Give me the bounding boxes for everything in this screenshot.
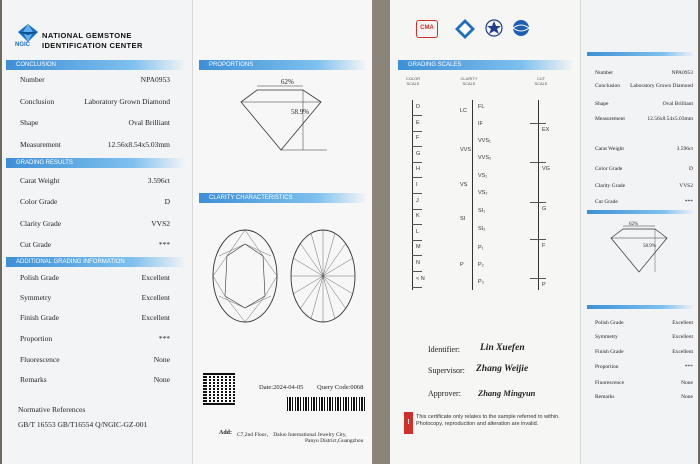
section-clarity: CLARITY CHARACTERISTICS [199,193,367,203]
ngic-logo-icon [16,22,40,44]
clarity-plot-crown-icon [211,228,279,324]
row-carat: Carat Weight 3.596ct [20,176,170,185]
supervisor-signature: Zhang Weijie [476,364,529,374]
color-tick-9 [412,255,422,256]
normative-title: Normative References [18,405,86,414]
summary-label-0: Number [595,70,614,76]
summary2-row-1 [595,334,693,340]
clarity-grade-5: VS₂ [478,190,488,196]
cut-grade-2: G [542,206,547,212]
identifier-signature: Lin Xuefen [480,343,525,353]
clarity-grade-0: FL [478,104,485,110]
clarity-grade-1: IF [478,121,483,127]
cut-tick-3 [530,239,546,240]
color-tick-2 [412,146,422,147]
notice-text: This certificate only relates to the sample referred to within. Photocopy, reproduction and alteration are invalid. [416,414,560,427]
summary-label-5: Color Grade [595,166,623,172]
color-grade-5: I [416,182,418,188]
color-grade-4: H [416,166,420,173]
row-symmetry: Symmetry Excellent [20,293,170,302]
accreditation-star-icon [484,18,504,40]
summary-depth-percent: 58.9% [643,244,656,249]
clarity-grade-7: SI₂ [478,226,486,232]
summary-label-4: Carat Weight [595,146,624,152]
certificate-summary-panel [580,0,698,464]
summary-value-0: NPA0953 [671,70,693,76]
approver-signature: Zhang Mingyun [478,388,536,398]
summary2-label-3: Proportion [595,364,619,370]
row-color: Color Grade D [20,197,170,206]
color-tick-7 [412,224,422,225]
summary2-value-5: None [681,394,693,400]
summary-label-2: Shape [595,101,609,107]
color-tick-6 [412,209,422,210]
section-conclusion: CONCLUSION [6,60,186,70]
row-cut: Cut Grade *** [20,240,170,249]
cut-grade-4: P [542,282,546,288]
summary2-value-3: *** [684,364,693,370]
clarity-grade-9: P₂ [478,262,484,268]
accreditation-globe-icon [510,18,532,40]
clarity-scale-title: CLARITY SCALE [460,76,478,86]
supervisor-label: Supervisor: [428,366,465,375]
clarity-grade-2: VVS₁ [478,138,491,144]
row-finish: Finish Grade Excellent [20,313,170,322]
clarity-group-2: VS [460,182,468,188]
color-grade-0: D [416,104,420,110]
color-scale-title: COLOR SCALE [405,76,421,86]
color-grade-3: G [416,150,421,157]
color-tick-5 [412,193,422,194]
color-grade-1: E [416,119,420,126]
query-code: Query Code:0068 [317,384,364,391]
summary-label-7: Cut Grade [595,199,618,205]
clarity-scale [472,100,473,290]
cut-grade-0: EX [542,127,550,133]
summary2-label-1: Symmetry [595,334,618,340]
summary2-row-4 [595,380,693,386]
summary-proportion-diagram [595,222,685,276]
summary-value-4: 3.596ct [676,146,693,152]
clarity-grade-6: SI₁ [478,208,486,214]
certificate-scale-panel [390,0,580,464]
issue-date: Date:2024-04-05 [259,384,304,391]
summary-value-3: 12.56x8.54x5.03mm [647,116,693,122]
summary2-value-4: None [681,380,693,386]
row-proportion: Proportion *** [20,334,170,343]
brand-line-2: IDENTIFICATION CENTER [42,41,143,50]
brand-line-1: NATIONAL GEMSTONE [42,31,132,40]
summary-band-top [587,52,695,56]
color-tick-11 [412,287,422,288]
accreditation-diamond-icon [454,18,476,40]
summary-table-percent: 62% [629,222,639,227]
proportion-diagram [217,80,347,155]
row-clarity: Clarity Grade VVS2 [20,219,170,228]
summary-row-3 [595,116,693,122]
address-label: Add: [219,430,233,436]
summary-row-4 [595,146,693,152]
clarity-group-0: LC [460,108,468,114]
summary-value-6: VVS2 [679,183,693,189]
row-measurement: Measurement 12.56x8.54x5.03mm [20,140,170,149]
color-tick-3 [412,162,422,163]
section-proportions: PROPORTIONS [199,60,367,70]
color-grade-6: J [416,197,419,204]
color-tick-10 [412,271,422,272]
color-grade-10: N [416,260,420,266]
section-grading-scales: GRADING SCALES [398,60,574,70]
barcode [287,397,365,411]
summary-band-bottom [587,305,695,309]
summary2-label-5: Remarks [595,394,615,400]
summary2-value-0: Excellent [672,320,693,326]
section-grading-results: GRADING RESULTS [6,158,186,168]
summary-row-7 [595,199,693,205]
clarity-grade-8: P₁ [478,245,484,251]
color-grade-2: F [416,135,420,142]
cut-grade-3: F [542,243,546,249]
summary2-value-2: Excellent [672,349,693,355]
cut-tick-0 [530,123,546,124]
qr-code [203,373,235,405]
summary2-label-4: Fluorescence [595,380,625,386]
color-tick-8 [412,240,422,241]
row-shape: Shape Oval Brilliant [20,118,170,127]
summary-label-3: Measurement [595,116,625,122]
row-fluorescence: Fluorescence None [20,355,170,364]
cut-scale [538,100,539,290]
cma-seal-icon: CMA [416,20,438,38]
color-grade-7: K [416,213,420,220]
summary-band-mid [587,210,695,214]
summary-row-1 [595,83,693,89]
certificate-left-panel [2,0,192,464]
brand-name [42,31,143,51]
clarity-plot-pavilion-icon [289,228,357,324]
identifier-label: Identifier: [428,345,460,354]
brand-abbrev: NGIC [15,42,30,48]
clarity-group-4: P [460,262,464,268]
row-remarks: Remarks None [20,375,170,384]
warning-icon: ! [404,412,413,434]
summary-value-1: Laboratory Grown Diamond [630,83,693,89]
summary2-row-3 [595,364,693,370]
summary-row-2 [595,101,693,107]
summary-label-6: Clarity Grade [595,183,626,189]
table-percent: 62% [281,78,294,86]
cut-tick-4 [530,278,546,279]
cut-tick-1 [530,162,546,163]
depth-percent: 58.9% [291,108,310,116]
address-line-2: Panyu District,Guangzhou [305,438,364,444]
summary2-value-1: Excellent [672,334,693,340]
summary-row-6 [595,183,693,189]
summary2-row-5 [595,394,693,400]
summary-value-5: D [689,166,693,172]
color-tick-0 [412,115,422,116]
summary-label-1: Conclusion [595,83,621,89]
approver-label: Approver: [428,389,461,398]
color-grade-9: M [416,244,421,251]
color-grade-8: L [416,228,420,235]
summary2-row-2 [595,349,693,355]
clarity-grade-10: P₃ [478,279,484,285]
section-additional: ADDITIONAL GRADING INFORMATION [6,257,186,267]
row-conclusion: Conclusion Laboratory Grown Diamond [20,97,170,106]
cut-scale-title: CUT SCALE [534,76,548,86]
summary-row-5 [595,166,693,172]
color-grade-11: < N [416,275,425,282]
clarity-grade-3: VVS₂ [478,155,492,161]
address-line-1: C7,2nd Floor， Daluo International Jewelry City, [237,432,347,438]
cut-grade-1: VG [542,166,550,172]
certificate-diagram-panel [192,0,372,464]
fold-gap [372,0,390,464]
summary-value-2: Oval Brilliant [662,101,693,107]
cut-tick-2 [530,202,546,203]
row-number: Number NPA0953 [20,75,170,84]
clarity-group-1: VVS [460,147,472,153]
clarity-group-3: SI [460,216,466,222]
row-polish: Polish Grade Excellent [20,273,170,282]
clarity-grade-4: VS₁ [478,173,488,179]
color-scale [412,100,428,290]
summary2-row-0 [595,320,693,326]
summary-value-7: *** [684,199,693,205]
color-tick-1 [412,131,422,132]
color-tick-4 [412,177,422,178]
normative-value: GB/T 16553 GB/T16554 Q/NGIC-GZ-001 [18,420,148,429]
summary2-label-0: Polish Grade [595,320,624,326]
summary2-label-2: Finish Grade [595,349,624,355]
summary-row-0 [595,70,693,76]
